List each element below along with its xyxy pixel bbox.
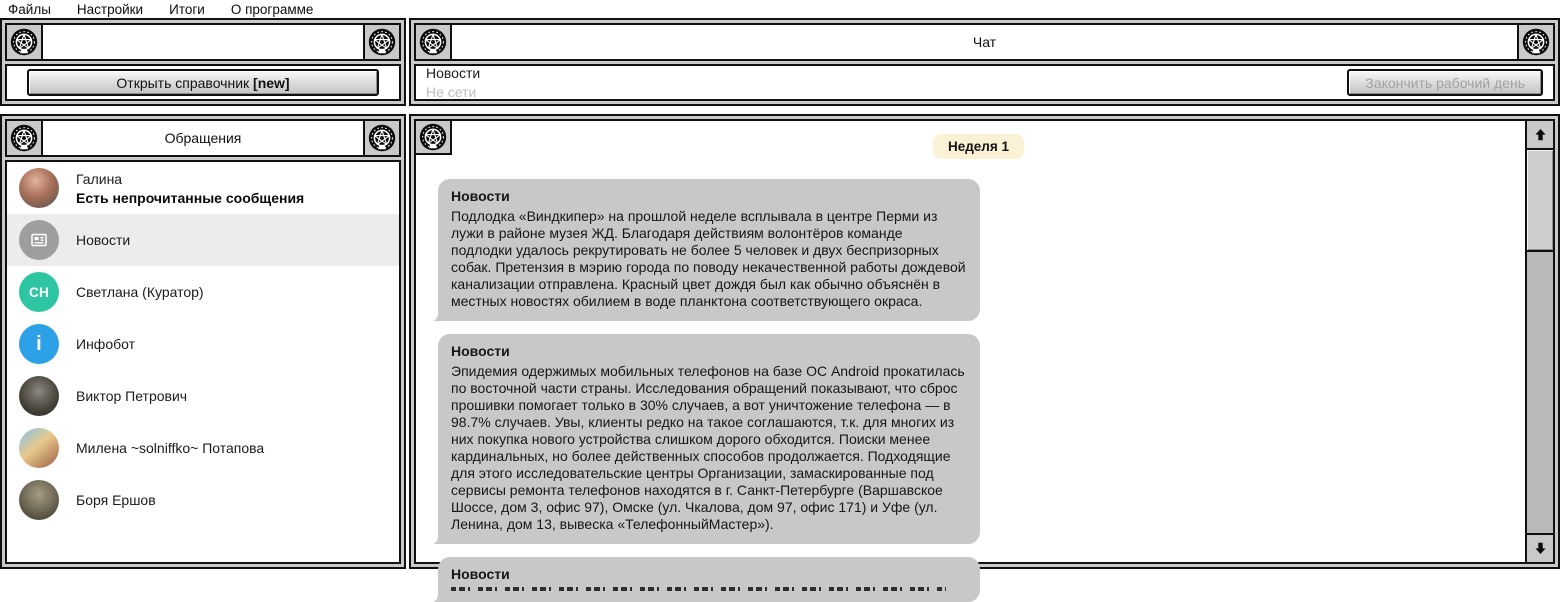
message-sender: Новости [451, 566, 510, 582]
menu-item[interactable]: Итоги [169, 2, 205, 17]
right-column [409, 18, 1560, 582]
scroll-down-button[interactable] [1527, 533, 1553, 562]
message-text: Эпидемия одержимых мобильных телефонов на базе ОС Android прокатилась по восточной части страны. Исследования обращений показывают, что сброс прошивки помогает только в 30% случаев, а вот уничтожение телефона — в 98.7% случаев. Увы, клиенты редко на такое соглашаются, т.к. для многих из них покупка нового устройства слишком дорого обходится. Поиски менее кардинальных, но более действенных способов продолжается. Подходящие для этого исследовательские центры Организации, замаскированные под сервисы ремонта телефонов находятся в г. Санкт-Петербурге (Варшавское Шоссе, дом 3, офис 97), Омске (ул. Чкалова, дом 97, офис 171) и Уфе (ул. Ленина, дом 13, вывеска «ТелефонныйМастер»). [451, 363, 965, 532]
contact-row[interactable] [7, 422, 399, 474]
contact-avatar [19, 324, 59, 364]
chat-header [414, 23, 1555, 61]
menu-item[interactable]: Настройки [76, 2, 144, 17]
contact-text [76, 440, 264, 456]
wheel-icon [1522, 28, 1550, 56]
chat-panel [409, 114, 1560, 582]
contact-text [76, 232, 130, 248]
contact-name: Виктор Петрович [76, 388, 188, 404]
message-sender: Новости [451, 343, 510, 359]
contact-text [76, 388, 187, 404]
contacts-panel [0, 114, 406, 569]
contacts-list [5, 160, 401, 564]
contact-name: Инфобот [76, 336, 136, 352]
contact-row[interactable] [7, 474, 399, 526]
messages-list [432, 179, 1525, 602]
contact-text [76, 171, 304, 206]
contact-avatar [19, 376, 59, 416]
contact-text [76, 492, 156, 508]
peer-name: Новости [426, 65, 481, 81]
wheel-icon [419, 28, 447, 56]
contact-row[interactable] [7, 318, 399, 370]
open-guide-label: Открыть справочник [116, 74, 250, 91]
message-bubble [438, 179, 980, 321]
contact-avatar [19, 272, 59, 312]
week-badge-row [432, 134, 1525, 159]
scroll-up-button[interactable] [1527, 121, 1553, 150]
corner-tile [1517, 25, 1553, 59]
unread-status: Есть непрочитанные сообщения [76, 189, 305, 206]
week-badge: Неделя 1 [933, 134, 1024, 159]
contact-avatar [19, 428, 59, 468]
message-bubble [438, 334, 980, 544]
message-sender: Новости [451, 188, 510, 204]
contact-row[interactable] [7, 370, 399, 422]
chat-panel-body [414, 119, 1555, 582]
contact-row[interactable] [7, 266, 399, 318]
contact-name: Новости [76, 232, 131, 248]
newspaper-icon [28, 229, 50, 251]
corner-tile [7, 25, 43, 59]
contact-text [76, 284, 204, 300]
left-column [0, 18, 406, 569]
chat-title: Чат [972, 34, 997, 50]
chat-header-panel [409, 18, 1560, 106]
avatar-glyph: i [36, 332, 42, 355]
launcher-panel-header [5, 23, 401, 61]
contact-row[interactable] [7, 214, 399, 266]
contact-name: Светлана (Куратор) [76, 284, 204, 300]
corner-tile [7, 121, 43, 155]
contact-name: Милена ~solniffko~ Потапова [76, 440, 265, 456]
contact-text [76, 336, 135, 352]
contacts-panel-header [5, 119, 401, 157]
contact-name: Галина [76, 170, 123, 187]
contacts-panel-title: Обращения [164, 130, 242, 146]
avatar-glyph: СН [28, 284, 50, 300]
launcher-panel-body [5, 64, 401, 101]
corner-tile [363, 25, 399, 59]
main-layout [0, 18, 1560, 582]
wheel-icon [368, 124, 396, 152]
chat-messages-area [416, 121, 1525, 582]
launcher-panel [0, 18, 406, 106]
contact-avatar [19, 480, 59, 520]
corner-tile [363, 121, 399, 155]
menubar [0, 0, 1560, 18]
open-guide-button[interactable] [27, 69, 379, 96]
corner-tile [416, 25, 452, 59]
wheel-icon [10, 124, 38, 152]
menu-item[interactable]: О программе [230, 2, 314, 17]
menu-item[interactable]: Файлы [8, 2, 51, 17]
contact-avatar [19, 220, 59, 260]
chat-scrollbar[interactable] [1525, 121, 1553, 562]
peer-info-bar [414, 64, 1555, 101]
corner-tile [416, 121, 452, 155]
peer-status: Не сети [426, 84, 477, 100]
contact-avatar [19, 168, 59, 208]
contact-name: Боря Ершов [76, 492, 156, 508]
message-text: Подлодка «Виндкипер» на прошлой неделе всплывала в центре Перми из лужи в районе музея ЖД. Благодаря действиям волонтёров команде подлодки удалось рекрутировать не более 5 человек и двух беспризорных собак. Претензия в мэрию города по поводу некачественной работы дождевой канализации отправлена. Красный цвет дождя был как обычно объяснён в местных новостях обилием в воде планктона соответствующего окраса. [451, 208, 966, 309]
launcher-panel-title [43, 25, 363, 59]
clipped-text-stub [451, 587, 946, 591]
scroll-thumb[interactable] [1527, 150, 1553, 252]
contact-row[interactable] [7, 162, 399, 214]
message-bubble [438, 557, 980, 602]
arrow-up-icon [1534, 128, 1547, 141]
wheel-icon [419, 123, 447, 151]
open-guide-label-suffix: [new] [253, 74, 290, 91]
wheel-icon [368, 28, 396, 56]
wheel-icon [10, 28, 38, 56]
peer-info [426, 65, 480, 100]
arrow-down-icon [1534, 542, 1547, 555]
end-day-button[interactable]: Закончить рабочий день [1347, 69, 1543, 96]
